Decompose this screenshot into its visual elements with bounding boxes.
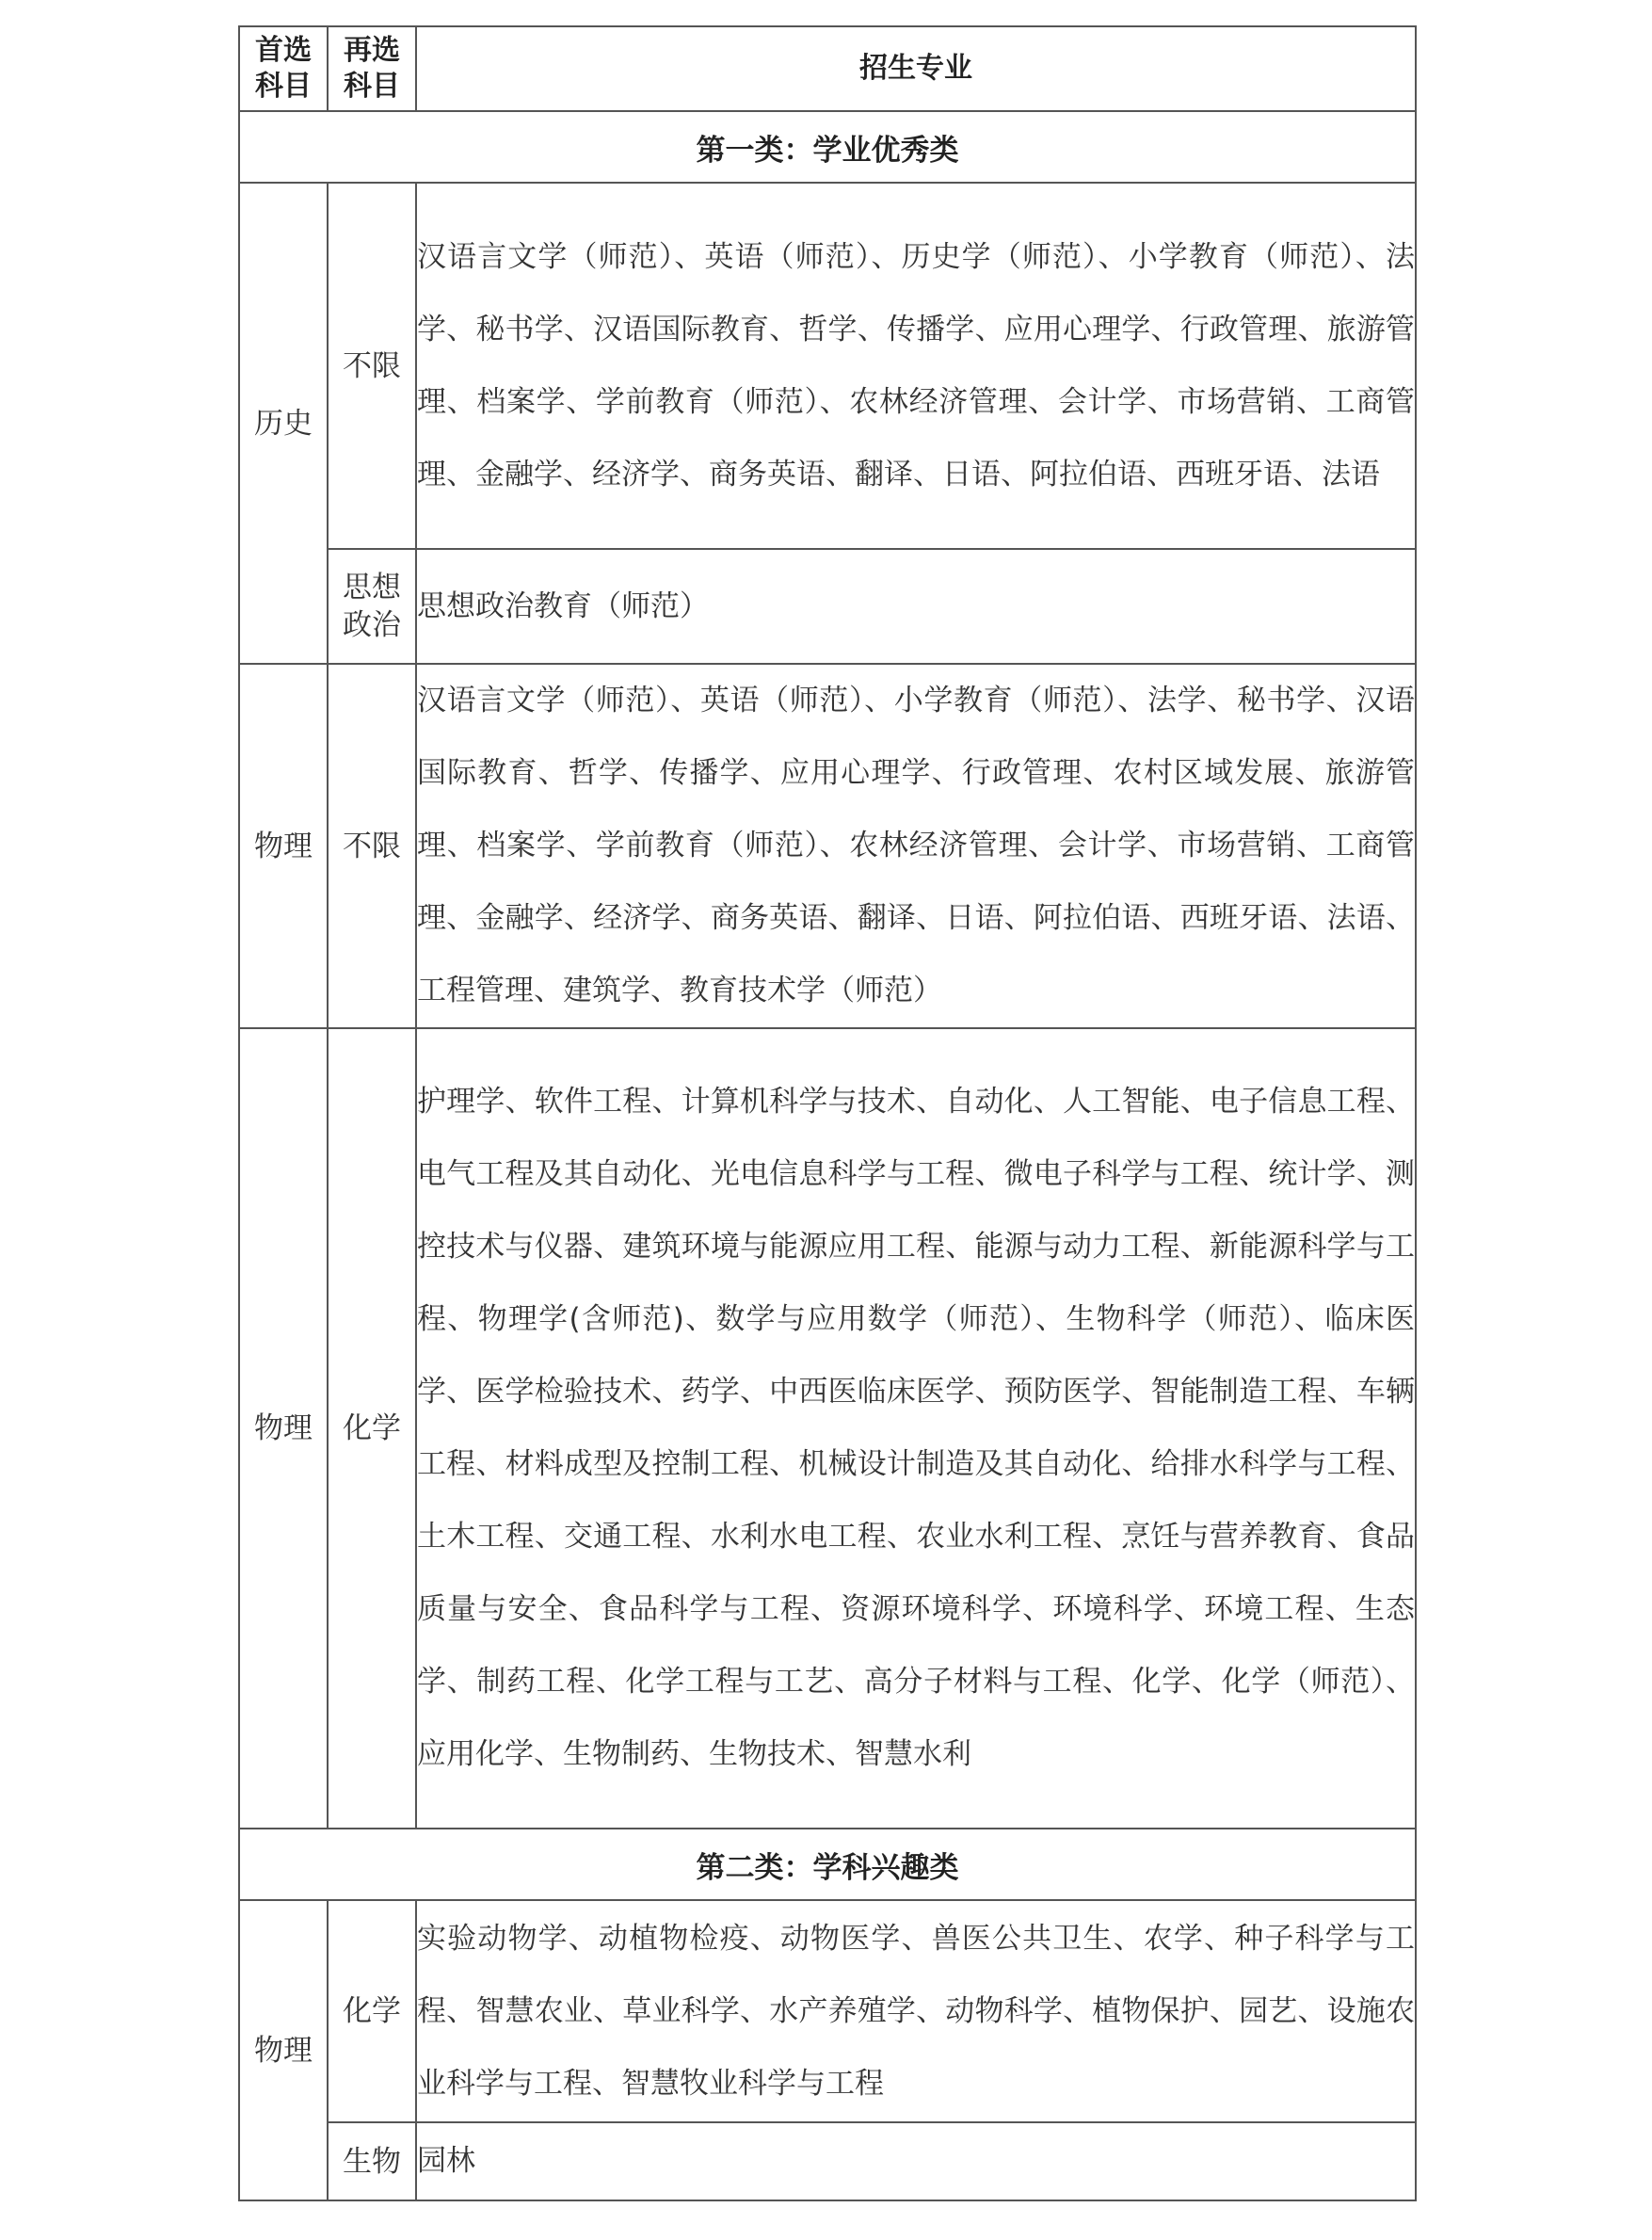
table-row bbox=[239, 549, 1416, 664]
second-subject-cell: 思想政治 bbox=[328, 549, 416, 664]
category-title: 第一类：学业优秀类 bbox=[239, 111, 1416, 183]
header-majors: 招生专业 bbox=[416, 26, 1416, 111]
category-row bbox=[239, 111, 1416, 183]
second-subject-cell: 生物 bbox=[328, 2122, 416, 2200]
category-title: 第二类：学科兴趣类 bbox=[239, 1829, 1416, 1900]
first-subject-cell: 物理 bbox=[239, 1028, 328, 1829]
table-row bbox=[239, 664, 1416, 1028]
majors-cell: 园林 bbox=[416, 2122, 1416, 2200]
majors-cell: 护理学、软件工程、计算机科学与技术、自动化、人工智能、电子信息工程、电气工程及其自动化、光电信息科学与工程、微电子科学与工程、统计学、测控技术与仪器、建筑环境与能源应用工程、能源与动力工程、新能源科学与工程、物理学(含师范)、数学与应用数学（师范）、生物科学（师范）、临床医学、医学检验技术、药学、中西医临床医学、预防医学、智能制造工程、车辆工程、材料成型及控制工程、机械设计制造及其自动化、给排水科学与工程、土木工程、交通工程、水利水电工程、农业水利工程、烹饪与营养教育、食品质量与安全、食品科学与工程、资源环境科学、环境科学、环境工程、生态学、制药工程、化学工程与工艺、高分子材料与工程、化学、化学（师范）、应用化学、生物制药、生物技术、智慧水利 bbox=[416, 1028, 1416, 1829]
second-subject-cell: 化学 bbox=[328, 1900, 416, 2122]
header-second-subject: 再选科目 bbox=[328, 26, 416, 111]
first-subject-cell: 历史 bbox=[239, 183, 328, 664]
first-subject-cell: 物理 bbox=[239, 1900, 328, 2200]
table-row bbox=[239, 1900, 1416, 2122]
second-subject-cell: 不限 bbox=[328, 183, 416, 549]
table-row bbox=[239, 183, 1416, 549]
category-row bbox=[239, 1829, 1416, 1900]
majors-cell: 实验动物学、动植物检疫、动物医学、兽医公共卫生、农学、种子科学与工程、智慧农业、草业科学、水产养殖学、动物科学、植物保护、园艺、设施农业科学与工程、智慧牧业科学与工程 bbox=[416, 1900, 1416, 2122]
second-subject-cell: 不限 bbox=[328, 664, 416, 1028]
table-row bbox=[239, 2122, 1416, 2200]
table-row bbox=[239, 1028, 1416, 1829]
table-header-row bbox=[239, 26, 1416, 111]
first-subject-cell: 物理 bbox=[239, 664, 328, 1028]
majors-cell: 汉语言文学（师范）、英语（师范）、小学教育（师范）、法学、秘书学、汉语国际教育、哲学、传播学、应用心理学、行政管理、农村区域发展、旅游管理、档案学、学前教育（师范）、农林经济管理、会计学、市场营销、工商管理、金融学、经济学、商务英语、翻译、日语、阿拉伯语、西班牙语、法语、工程管理、建筑学、教育技术学（师范） bbox=[416, 664, 1416, 1028]
majors-cell: 汉语言文学（师范）、英语（师范）、历史学（师范）、小学教育（师范）、法学、秘书学、汉语国际教育、哲学、传播学、应用心理学、行政管理、旅游管理、档案学、学前教育（师范）、农林经济管理、会计学、市场营销、工商管理、金融学、经济学、商务英语、翻译、日语、阿拉伯语、西班牙语、法语 bbox=[416, 183, 1416, 549]
majors-cell: 思想政治教育（师范） bbox=[416, 549, 1416, 664]
admission-majors-table bbox=[238, 25, 1417, 2201]
header-first-subject: 首选科目 bbox=[239, 26, 328, 111]
second-subject-cell: 化学 bbox=[328, 1028, 416, 1829]
